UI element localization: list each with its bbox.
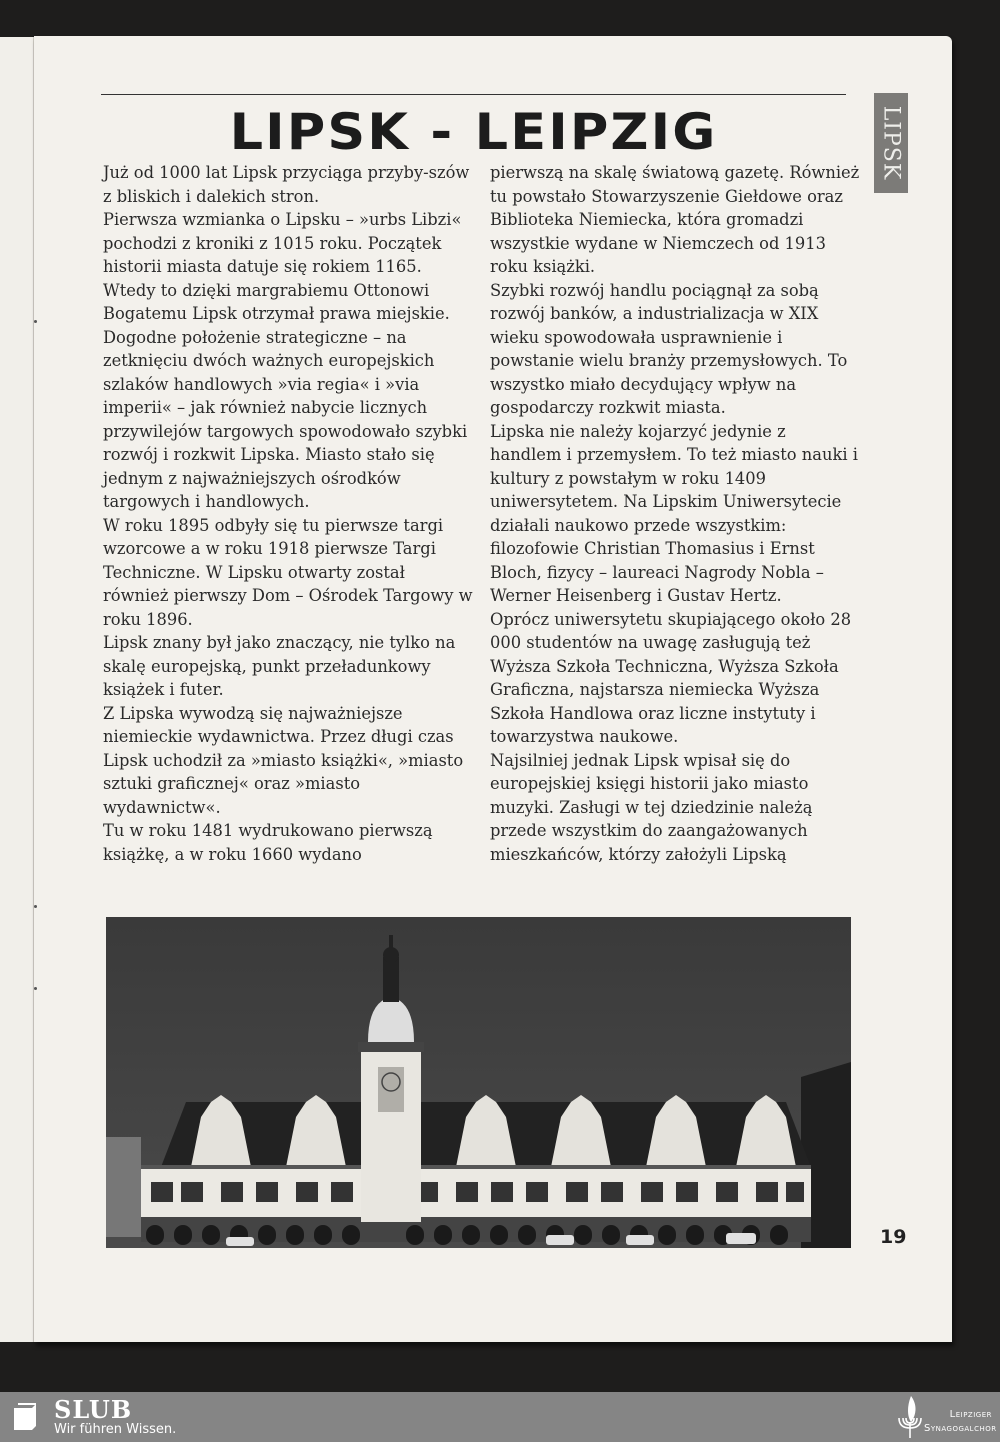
slub-name: SLUB	[54, 1395, 133, 1424]
footer-bar	[0, 1392, 1000, 1442]
margin-mark	[34, 987, 37, 990]
paragraph: Lipsk znany był jako znaczący, nie tylko na skalę europejską, punkt przeładunkowy książek i futer.	[103, 633, 456, 699]
paragraph: Z Lipska wywodzą się najważniejsze niemieckie wydawnictwa. Przez długi czas Lipsk uchodził za »miasto książki«, »miasto sztuki graficznej« oraz »miasto wydawnictw«.	[103, 703, 464, 817]
page-title: LIPSK - LEIPZIG	[229, 103, 718, 161]
town-hall-photo	[106, 917, 851, 1248]
book-pages-icon	[12, 1400, 42, 1430]
paragraph: Lipska nie należy kojarzyć jedynie z handlem i przemysłem. To też miasto nauki i kultury z powstałym w roku 1409 uniwersytetem. Na Lipskim Uniwersytecie działali naukowo przede wszystkim: filozofowie Christian Thomasius i Ernst Bloch, fizycy – laureaci Nagrody Nobla – Werner Heisenberg i Gustav Hertz.	[490, 421, 858, 605]
paragraph: Szybki rozwój handlu pociągnął za sobą rozwój banków, a industrializacja w XIX wieku spowodowała usprawnienie i powstanie wielu branży przemysłowych. To wszystko miało decydujący wpływ na gospodarczy rozkwit miasta.	[490, 280, 848, 417]
paragraph: pierwszą na skalę światową gazetę. Również tu powstało Stowarzyszenie Giełdowe oraz Biblioteka Niemiecka, która gromadzi wszystkie wydane w Niemczech od 1913 roku książki.	[490, 163, 860, 276]
paragraph: Oprócz uniwersytetu skupiającego około 28 000 studentów na uwagę zasługują też Wyższa Szkoła Techniczna, Wyższa Szkoła Graficzna, najstarsza niemiecka Wyższa Szkoła Handlowa oraz liczne instytuty i towarzystwa naukowe.	[490, 609, 852, 746]
slub-tagline: Wir führen Wissen.	[54, 1422, 177, 1437]
partner-name-line1: Leipziger	[949, 1409, 992, 1420]
paragraph: Już od 1000 lat Lipsk przyciąga przyby-szów z bliskich i dalekich stron.	[103, 163, 470, 206]
paragraph: Pierwsza wzmianka o Lipsku – »urbs Libzi« pochodzi z kroniki z 1015 roku. Początek historii miasta datuje się rokiem 1165. Wtedy to dzięki margrabiemu Ottonowi Bogatemu Lipsk otrzymał prawa miejskie.	[103, 210, 462, 323]
article-column-left	[103, 161, 473, 866]
section-tab-label: LIPSK	[878, 105, 904, 181]
page-number: 19	[880, 1226, 907, 1248]
paragraph: Dogodne położenie strategiczne – na zetknięciu dwóch ważnych europejskich szlaków handlowych »via regia« i »via imperii« – jak również nabycie licznych przywilejów targowych spowodowało szybki rozwój i rozkwit Lipska. Miasto stało się jednym z najważniejszych ośrodków targowych i handlowych.	[103, 327, 468, 511]
facing-page-edge	[0, 37, 34, 1342]
partner-name-line2: Synagogalchor	[924, 1423, 997, 1434]
menorah-flame-icon	[895, 1394, 925, 1440]
partner-name	[924, 1408, 997, 1436]
paragraph: Tu w roku 1481 wydrukowano pierwszą książkę, a w roku 1660 wydano	[103, 821, 433, 864]
paragraph: Najsilniej jednak Lipsk wpisał się do europejskiej księgi historii jako miasto muzyki. Zasługi w tej dziedzinie należą przede wszystkim do zaangażowanych mieszkańców, którzy założyli Lipską	[490, 750, 813, 864]
article-column-right	[490, 161, 860, 866]
section-tab	[874, 93, 908, 193]
header-rule	[101, 94, 846, 95]
margin-mark	[34, 905, 37, 908]
margin-mark	[34, 320, 37, 323]
old-town-hall-illustration	[106, 917, 851, 1248]
paragraph: W roku 1895 odbyły się tu pierwsze targi wzorcowe a w roku 1918 pierwsze Targi Techniczne. W Lipsku otwarty został również pierwszy Dom – Ośrodek Targowy w roku 1896.	[103, 515, 473, 629]
